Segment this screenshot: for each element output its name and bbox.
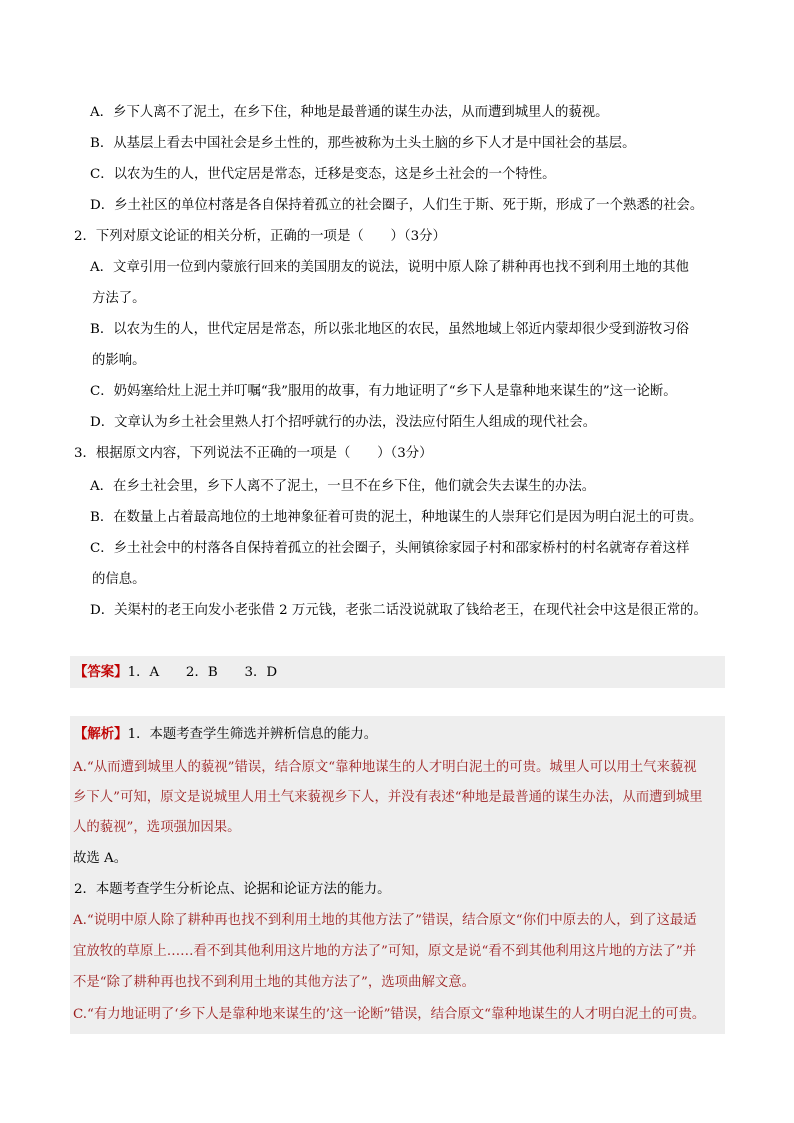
- q1-option-a: A．乡下人离不了泥土，在乡下住，种地是最普通的谋生办法，从而遭到城里人的藐视。: [90, 105, 609, 120]
- analysis-line-2: 乡下人”可知，原文是说城里人用土气来藐视乡下人，并没有表述“种地是最普通的谋生办法，从而遭到城里: [73, 790, 703, 805]
- analysis-first-line: [74, 724, 377, 745]
- q2-stem: 2．下列对原文论证的相关分析，正确的一项是（ ）（3分）: [74, 229, 446, 244]
- q1-option-b: B．从基层上看去中国社会是乡土性的，那些被称为土头土脑的乡下人才是中国社会的基层。: [90, 136, 636, 151]
- q3-option-c-cont: 的信息。: [92, 572, 146, 587]
- analysis-line-6: A.“说明中原人除了耕种再也找不到利用土地的其他方法了”错误，结合原文“你们中原去的人，到了这最适: [73, 913, 697, 928]
- q1-option-d: D．乡土社区的单位村落是各自保持着孤立的社会圈子，人们生于斯、死于斯，形成了一个熟悉的社会。: [90, 198, 704, 213]
- q3-option-b: B．在数量上占着最高地位的土地神象征着可贵的泥土，种地谋生的人崇拜它们是因为明白泥土的可贵。: [90, 510, 703, 525]
- analysis-line-1: A.“从而遭到城里人的藐视”错误，结合原文“靠种地谋生的人才明白泥土的可贵。城里人可以用土气来藐视: [73, 760, 697, 775]
- q3-option-a: A．在乡土社会里，乡下人离不了泥土，一旦不在乡下住，他们就会失去谋生的办法。: [90, 479, 596, 494]
- q3-stem: 3．根据原文内容，下列说法不正确的一项是（ ）（3分）: [74, 446, 433, 461]
- answer-tag: 【答案】: [74, 664, 128, 680]
- q2-option-b: B．以农为生的人，世代定居是常态，所以张北地区的农民，虽然地域上邻近内蒙却很少受到游牧习俗: [90, 322, 690, 337]
- q3-option-d: D．关渠村的老王向发小老张借 2 万元钱，老张二话没说就取了钱给老王，在现代社会中这是很正常的。: [90, 603, 707, 618]
- analysis-line-7: 宜放牧的草原上……看不到其他利用这片地的方法了”可知，原文是说“看不到其他利用这片地的方法了”并: [73, 944, 697, 959]
- q2-option-b-cont: 的影响。: [92, 353, 146, 368]
- q2-option-a-cont: 方法了。: [92, 291, 146, 306]
- q2-option-a: A．文章引用一位到内蒙旅行回来的美国朋友的说法，说明中原人除了耕种再也找不到利用土地的其他: [90, 260, 689, 275]
- answer-line: [74, 662, 277, 683]
- analysis-line-3: 人的藐视”，选项强加因果。: [73, 820, 241, 835]
- q2-option-d: D．文章认为乡土社会里熟人打个招呼就行的办法，没法应付陌生人组成的现代社会。: [90, 415, 597, 430]
- q2-option-c: C．奶妈塞给灶上泥土并叮嘱“我”服用的故事，有力地证明了“乡下人是靠种地来谋生的”这一论断。: [90, 384, 677, 399]
- analysis-tag: 【解析】: [74, 726, 128, 742]
- analysis-line-5: 2．本题考查学生分析论点、论据和论证方法的能力。: [74, 882, 391, 897]
- q1-option-c: C．以农为生的人，世代定居是常态，迁移是变态，这是乡土社会的一个特性。: [90, 167, 556, 182]
- analysis-line-8: 不是“除了耕种再也找不到利用土地的其他方法了”，选项曲解文意。: [73, 975, 476, 990]
- answer-text: 1．A 2．B 3．D: [127, 665, 278, 680]
- analysis-line-4: 故选 A。: [73, 851, 128, 866]
- analysis-first-text: 1．本题考查学生筛选并辨析信息的能力。: [127, 727, 378, 742]
- q3-option-c: C．乡土社会中的村落各自保持着孤立的社会圈子，头闸镇徐家园子村和邵家桥村的村名就寄存着这样: [90, 541, 690, 556]
- analysis-line-9: C.“有力地证明了‘乡下人是靠种地来谋生的’这一论断”错误，结合原文“靠种地谋生的人才明白泥土的可贵。: [73, 1007, 706, 1022]
